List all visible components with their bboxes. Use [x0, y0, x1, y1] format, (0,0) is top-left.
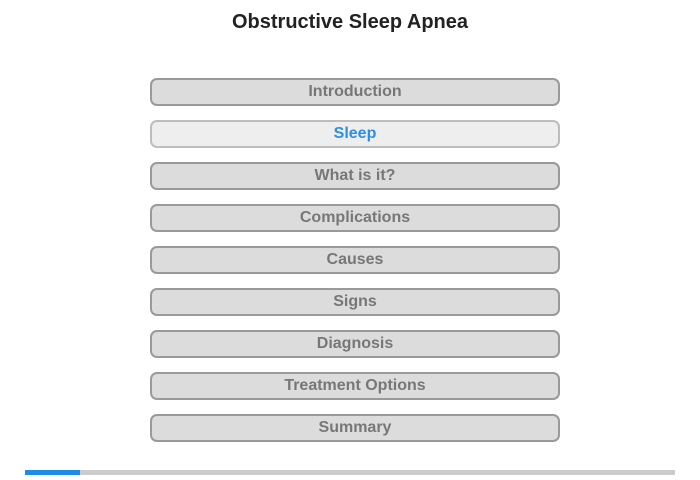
- page-title: Obstructive Sleep Apnea: [232, 11, 468, 33]
- menu-item-treatment-options[interactable]: Treatment Options: [150, 372, 560, 400]
- menu-item-introduction[interactable]: Introduction: [150, 78, 560, 106]
- menu-item-complications[interactable]: Complications: [150, 204, 560, 232]
- menu-item-signs[interactable]: Signs: [150, 288, 560, 316]
- menu-item-what-is-it[interactable]: What is it?: [150, 162, 560, 190]
- menu-item-summary[interactable]: Summary: [150, 414, 560, 442]
- progress-bar: [25, 470, 675, 475]
- chapter-menu: [150, 78, 560, 456]
- menu-item-sleep[interactable]: Sleep: [150, 120, 560, 148]
- menu-item-causes[interactable]: Causes: [150, 246, 560, 274]
- menu-item-diagnosis[interactable]: Diagnosis: [150, 330, 560, 358]
- progress-bar-fill: [25, 470, 80, 475]
